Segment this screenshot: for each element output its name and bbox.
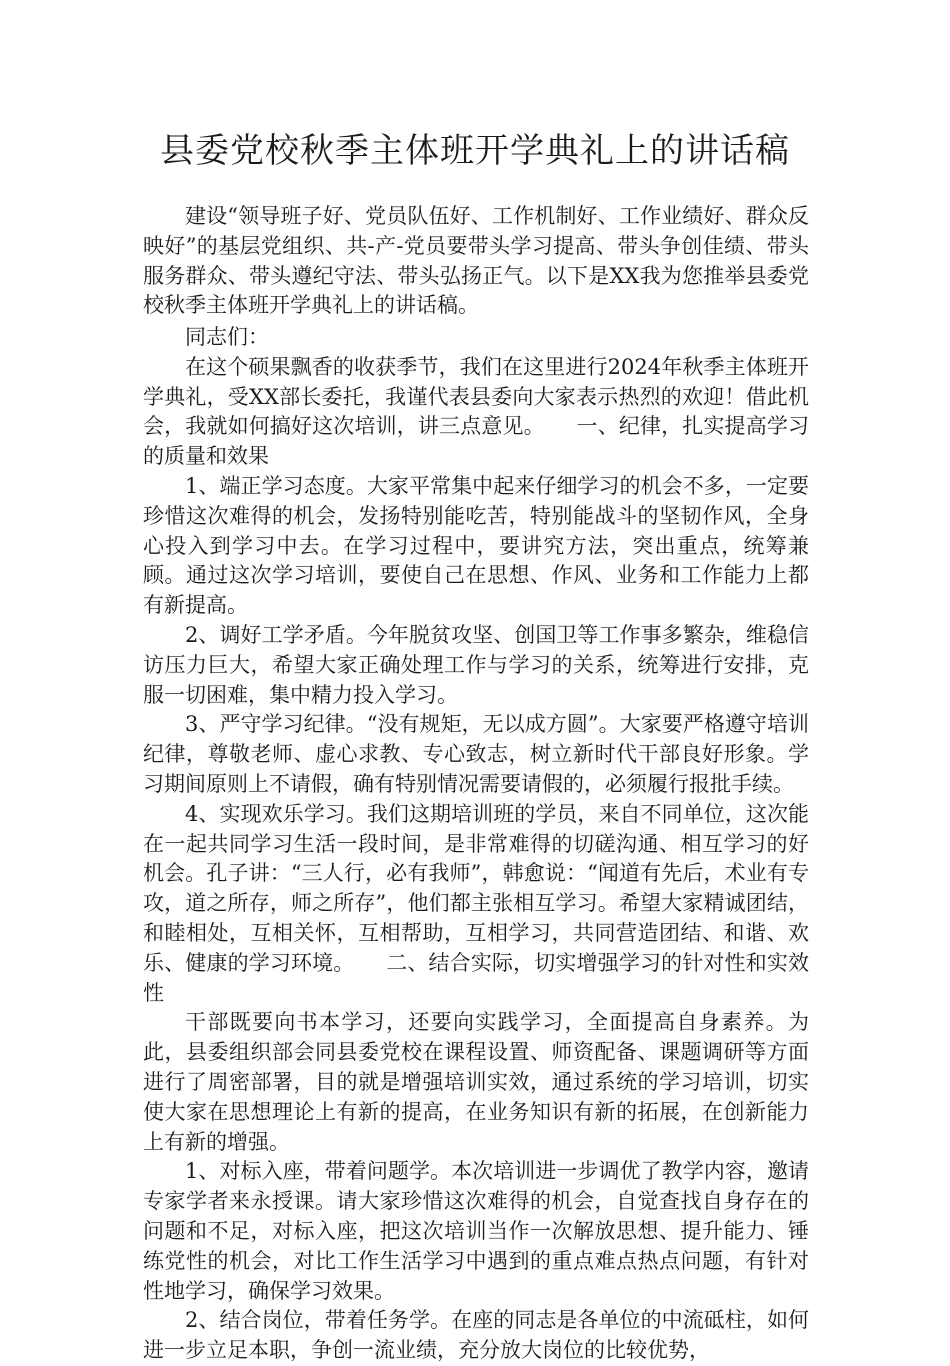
document-title: 县委党校秋季主体班开学典礼上的讲话稿 [160,131,790,171]
intro-paragraph: 建设“领导班子好、党员队伍好、工作机制好、工作业绩好、群众反映好”的基层党组织、共-产-党员要带头学习提高、带头争创佳绩、带头服务群众、带头遵纪守法、带头弘扬正气。以下是XX我为您推举县委党校秋季主体班开学典礼上的讲话稿。 [143,204,809,318]
point-1-paragraph: 1、端正学习态度。大家平常集中起来仔细学习的机会不多，一定要珍惜这次难得的机会，发扬特别能吃苦，特别能战斗的坚韧作风，全身心投入到学习中去。在学习过程中，要讲究方法，突出重点，统筹兼顾。通过这次学习培训，要使自己在思想、作风、业务和工作能力上都有新提高。 [143,473,809,618]
intro-section [143,202,809,321]
opening-paragraph: 在这个硕果飘香的收获季节，我们在这里进行2024年秋季主体班开学典礼，受XX部长委托，我谨代表县委向大家表示热烈的欢迎！借此机会，我就如何搞好这次培训，讲三点意见。 一、纪律，扎实提高学习的质量和效果 [143,354,809,469]
section-2-point-2-paragraph: 2、结合岗位，带着任务学。在座的同志是各单位的中流砥柱，如何进一步立足本职，争创一流业绩，充分放大岗位的比较优势， [143,1308,809,1363]
point-4-paragraph: 4、实现欢乐学习。我们这期培训班的学员，来自不同单位，这次能在一起共同学习生活一段时间，是非常难得的切磋沟通、相互学习的好机会。孔子讲：“三人行，必有我师”，韩愈说：“闻道有先后，术业有专攻，道之所存，师之所存”，他们都主张相互学习。希望大家精诚团结，和睦相处，互相关怀，互相帮助，互相学习，共同营造团结、和谐、欢乐、健康的学习环境。 二、结合实际，切实增强学习的针对性和实效性 [143,801,809,1005]
point-2-paragraph: 2、调好工学矛盾。今年脱贫攻坚、创国卫等工作事多繁杂，维稳信访压力巨大，希望大家正确处理工作与学习的关系，统筹进行安排，克服一切困难，集中精力投入学习。 [143,622,809,707]
point-3-paragraph: 3、严守学习纪律。“没有规矩，无以成方圆”。大家要严格遵守培训纪律，尊敬老师、虚心求教、专心致志，树立新时代干部良好形象。学习期间原则上不请假，确有特别情况需要请假的，必须履行报批手续。 [143,712,809,796]
section-2-intro-paragraph: 干部既要向书本学习，还要向实践学习，全面提高自身素养。为此，县委组织部会同县委党校在课程设置、师资配备、课题调研等方面进行了周密部署，目的就是增强培训实效，通过系统的学习培训，切实使大家在思想理论上有新的提高，在业务知识有新的拓展，在创新能力上有新的增强。 [143,1010,809,1154]
section-2-point-1-paragraph: 1、对标入座，带着问题学。本次培训进一步调优了教学内容，邀请专家学者来永授课。请大家珍惜这次难得的机会，自觉查找自身存在的问题和不足，对标入座，把这次培训当作一次解放思想、提升能力、锤练党性的机会，对比工作生活学习中遇到的重点难点热点问题，有针对性地学习，确保学习效果。 [143,1159,809,1303]
salutation: 同志们： [185,325,269,349]
speech-body [143,323,809,1366]
